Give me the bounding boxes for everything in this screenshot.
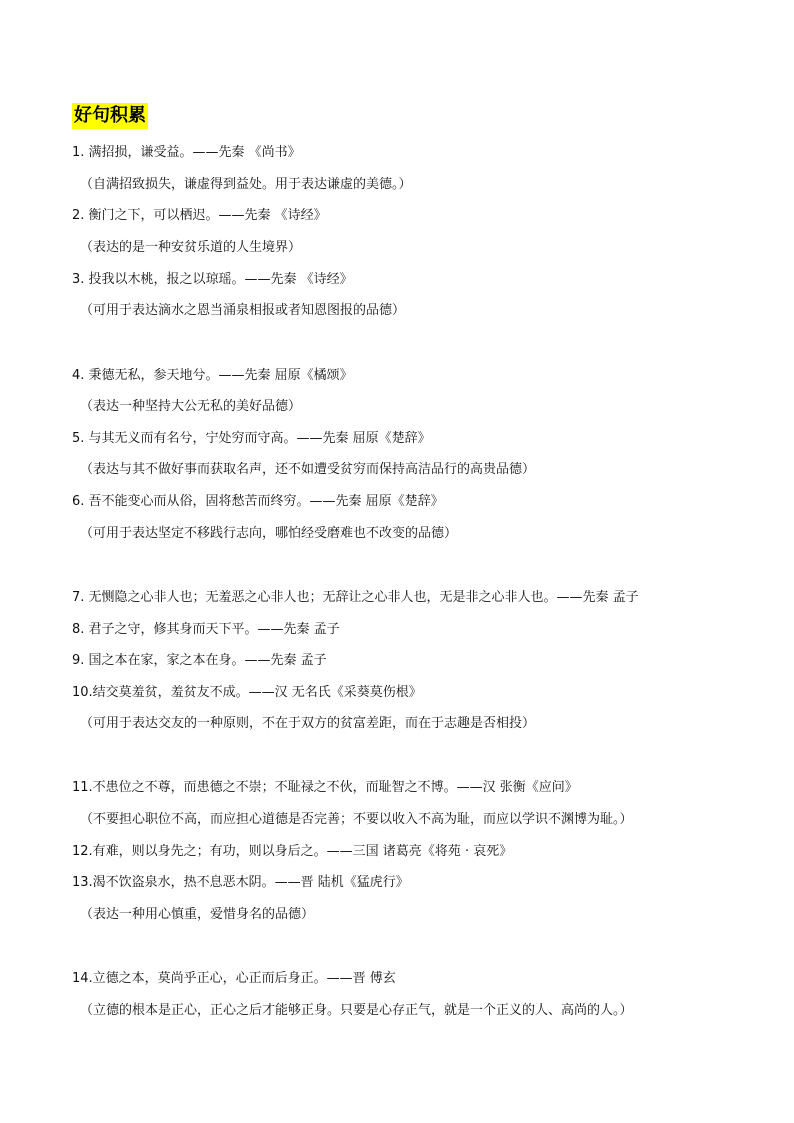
quote-line-12: 12.有难，则以身先之；有功，则以身后之。——三国 诸葛亮《将苑 · 哀死》 — [72, 844, 513, 859]
note-line-4: （表达一种坚持大公无私的美好品德） — [80, 399, 302, 414]
note-line-13: （表达一种用心慎重，爱惜身名的品德） — [80, 907, 315, 922]
note-line-2: （表达的是一种安贫乐道的人生境界） — [80, 240, 302, 255]
quote-line-4: 4. 秉德无私，参天地兮。——先秦 屈原《橘颂》 — [72, 368, 353, 383]
quote-line-10: 10.结交莫羞贫，羞贫友不成。——汉 无名氏《采葵莫伤根》 — [72, 685, 422, 700]
section-title: 好句积累 — [72, 103, 148, 129]
note-line-11: （不要担心职位不高，而应担心道德是否完善；不要以收入不高为耻，而应以学识不渊博为耻。） — [80, 812, 633, 827]
quote-line-1: 1. 满招损，谦受益。——先秦 《尚书》 — [72, 145, 301, 160]
quote-line-5: 5. 与其无义而有名兮，宁处穷而守高。——先秦 屈原《楚辞》 — [72, 431, 431, 446]
quote-line-11: 11.不患位之不尊，而患德之不崇；不耻禄之不伙，而耻智之不博。——汉 张衡《应问》 — [72, 780, 578, 795]
quote-line-2: 2. 衡门之下，可以栖迟。——先秦 《诗经》 — [72, 208, 327, 223]
note-line-3: （可用于表达滴水之恩当涌泉相报或者知恩图报的品德） — [80, 303, 406, 318]
quote-line-9: 9. 国之本在家，家之本在身。——先秦 孟子 — [72, 653, 327, 668]
quote-line-14: 14.立德之本，莫尚乎正心，心正而后身正。——晋 傅玄 — [72, 971, 396, 986]
quote-line-3: 3. 投我以木桃，报之以琼瑶。——先秦 《诗经》 — [72, 272, 353, 287]
note-line-1: （自满招致损失，谦虚得到益处。用于表达谦虚的美德。） — [80, 177, 412, 192]
note-line-14: （立德的根本是正心，正心之后才能够正身。只要是心存正气，就是一个正义的人、高尚的人。） — [80, 1003, 633, 1018]
quote-line-7: 7. 无恻隐之心非人也；无羞恶之心非人也；无辞让之心非人也，无是非之心非人也。——先秦 孟子 — [72, 590, 639, 605]
note-line-10: （可用于表达交友的一种原则，不在于双方的贫富差距，而在于志趣是否相投） — [80, 716, 536, 731]
quote-line-6: 6. 吾不能变心而从俗，固将愁苦而终穷。——先秦 屈原《楚辞》 — [72, 494, 444, 509]
note-line-6: （可用于表达坚定不移践行志向，哪怕经受磨难也不改变的品德） — [80, 526, 458, 541]
note-line-5: （表达与其不做好事而获取名声，还不如遭受贫穷而保持高洁品行的高贵品德） — [80, 462, 536, 477]
quote-line-8: 8. 君子之守，修其身而天下平。——先秦 孟子 — [72, 622, 340, 637]
quote-line-13: 13.渴不饮盗泉水，热不息恶木阴。——晋 陆机《猛虎行》 — [72, 875, 409, 890]
